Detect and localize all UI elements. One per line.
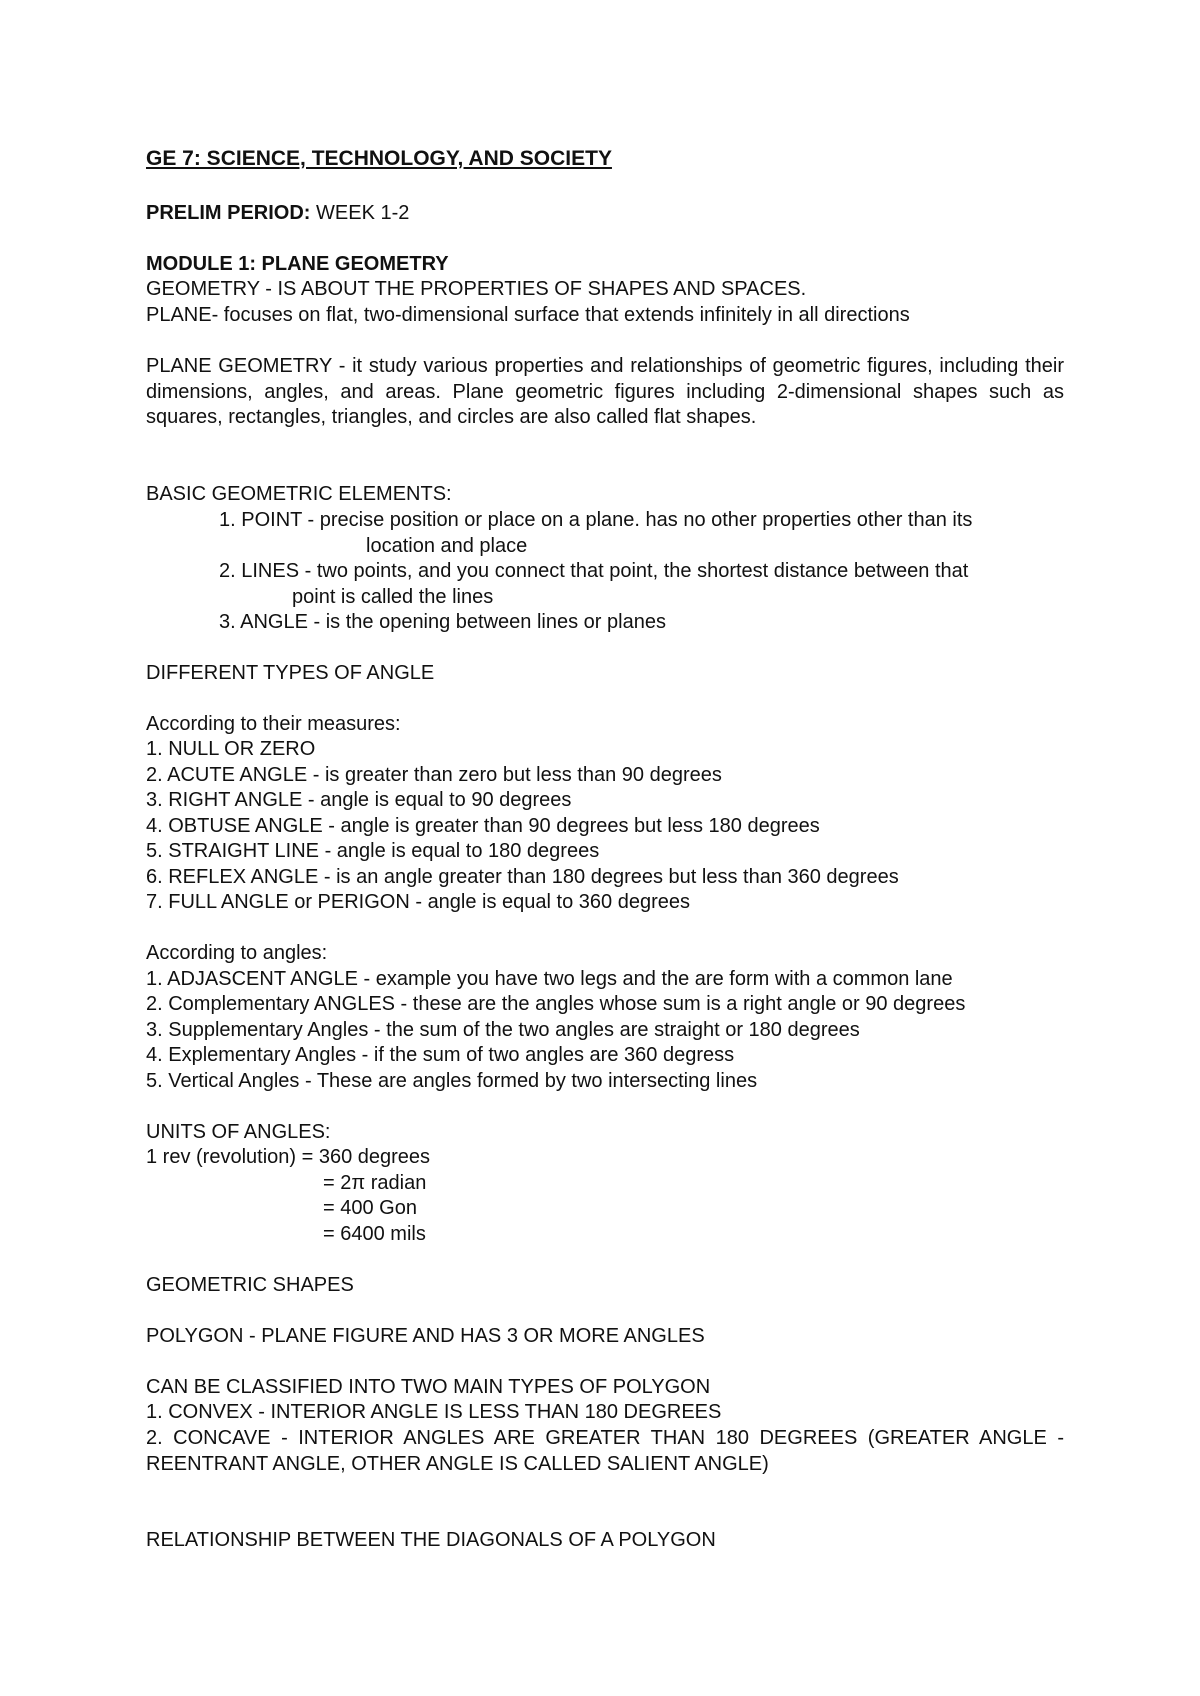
plane-geometry-paragraph: PLANE GEOMETRY - it study various properties and relationships of geometric figures, including their dimensions, angles, and areas. Plane geometric figures including 2-dimensional shapes such as squares, rectangles, triangles, and circles are also called flat shapes. [146, 355, 1064, 428]
units-equivalent: = 6400 mils [323, 1223, 426, 1245]
list-item: 1. POINT - precise position or place on a plane. has no other properties other than its [219, 509, 973, 531]
list-item: 1. NULL OR ZERO [146, 738, 316, 760]
units-equivalent: = 2π radian [323, 1172, 427, 1194]
list-item: 3. ANGLE - is the opening between lines or planes [219, 611, 666, 633]
by-measures-heading: According to their measures: [146, 713, 401, 735]
prelim-label: PRELIM PERIOD: [146, 202, 311, 224]
by-angles-heading: According to angles: [146, 942, 328, 964]
prelim-value: WEEK 1-2 [310, 202, 410, 224]
document-page [146, 0, 1064, 1696]
polygon-definition: POLYGON - PLANE FIGURE AND HAS 3 OR MORE ANGLES [146, 1325, 705, 1347]
list-item-continuation: point is called the lines [292, 586, 494, 608]
list-item: 3. Supplementary Angles - the sum of the two angles are straight or 180 degrees [146, 1019, 860, 1041]
list-item: 1. ADJASCENT ANGLE - example you have two legs and the are form with a common lane [146, 968, 953, 990]
diagonals-heading: RELATIONSHIP BETWEEN THE DIAGONALS OF A POLYGON [146, 1529, 716, 1551]
classification-heading: CAN BE CLASSIFIED INTO TWO MAIN TYPES OF POLYGON [146, 1376, 711, 1398]
module-heading: MODULE 1: PLANE GEOMETRY [146, 253, 449, 275]
units-first-line: 1 rev (revolution) = 360 degrees [146, 1146, 431, 1168]
list-item: 5. STRAIGHT LINE - angle is equal to 180 degrees [146, 840, 600, 862]
list-item: 4. Explementary Angles - if the sum of two angles are 360 degress [146, 1044, 735, 1066]
basic-elements-heading: BASIC GEOMETRIC ELEMENTS: [146, 483, 452, 505]
list-item: 6. REFLEX ANGLE - is an angle greater than 180 degrees but less than 360 degrees [146, 866, 899, 888]
list-item: 2. CONCAVE - INTERIOR ANGLES ARE GREATER THAN 180 DEGREES (GREATER ANGLE - REENTRANT ANGLE, OTHER ANGLE IS CALLED SALIENT ANGLE) [146, 1427, 1064, 1475]
plane-definition: PLANE- focuses on flat, two-dimensional surface that extends infinitely in all directions [146, 304, 910, 326]
list-item: 7. FULL ANGLE or PERIGON - angle is equal to 360 degrees [146, 891, 690, 913]
units-heading: UNITS OF ANGLES: [146, 1121, 331, 1143]
list-item-continuation: location and place [366, 535, 528, 557]
document-title: GE 7: SCIENCE, TECHNOLOGY, AND SOCIETY [146, 147, 612, 170]
units-equivalent: = 400 Gon [323, 1197, 417, 1219]
types-of-angle-heading: DIFFERENT TYPES OF ANGLE [146, 662, 435, 684]
list-item: 4. OBTUSE ANGLE - angle is greater than 90 degrees but less 180 degrees [146, 815, 820, 837]
list-item: 2. Complementary ANGLES - these are the angles whose sum is a right angle or 90 degrees [146, 993, 966, 1015]
list-item: 2. ACUTE ANGLE - is greater than zero but less than 90 degrees [146, 764, 722, 786]
shapes-heading: GEOMETRIC SHAPES [146, 1274, 354, 1296]
prelim-period [146, 201, 409, 227]
geometry-definition: GEOMETRY - IS ABOUT THE PROPERTIES OF SHAPES AND SPACES. [146, 278, 807, 300]
list-item: 2. LINES - two points, and you connect that point, the shortest distance between that [219, 560, 969, 582]
list-item: 3. RIGHT ANGLE - angle is equal to 90 degrees [146, 789, 572, 811]
list-item: 1. CONVEX - INTERIOR ANGLE IS LESS THAN 180 DEGREES [146, 1401, 722, 1423]
list-item: 5. Vertical Angles - These are angles formed by two intersecting lines [146, 1070, 758, 1092]
